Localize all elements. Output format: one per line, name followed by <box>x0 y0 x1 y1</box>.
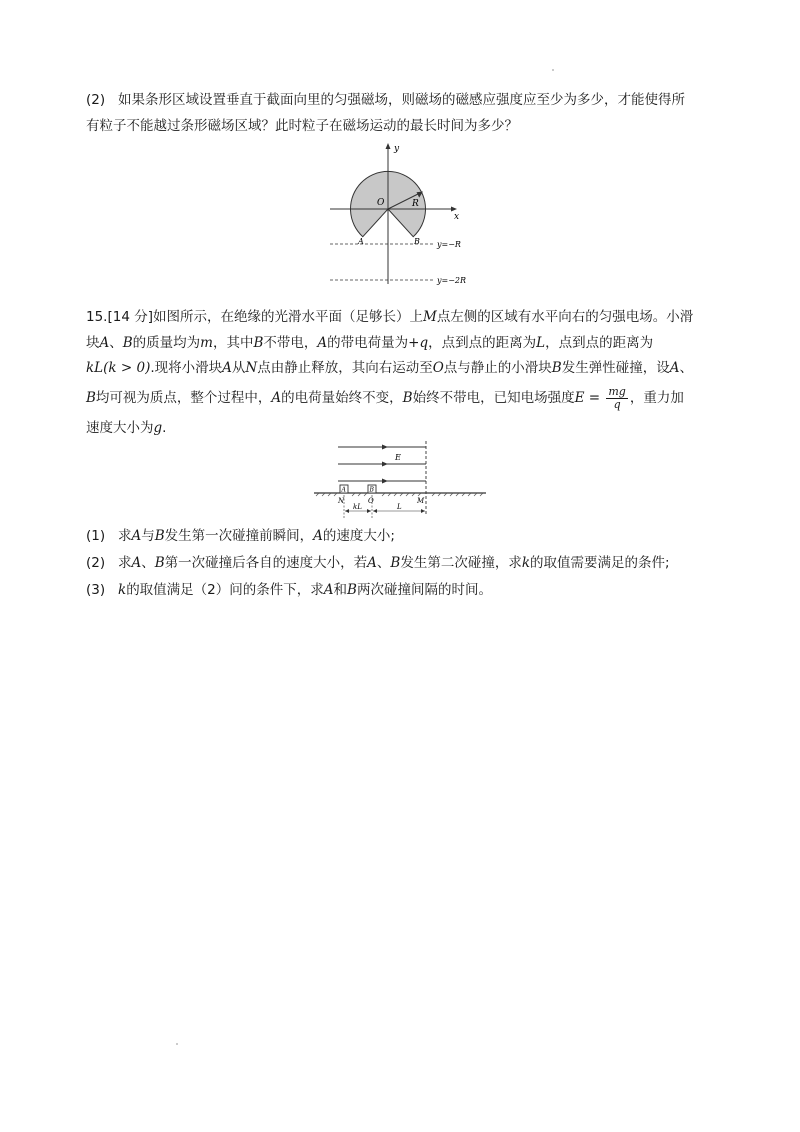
q14-part2-line1 <box>86 90 685 110</box>
q15-line3: kL(k > 0).现将小滑块A从N点由静止释放，其向右运动至O点与静止的小滑块B发生弹性碰撞，设A、 <box>86 360 693 376</box>
point-m-label: M <box>417 497 425 505</box>
field-arrow <box>382 479 388 484</box>
q15-line1: 15.[14 分]如图所示，在绝缘的光滑水平面（足够长）上M点左侧的区域有水平向右的匀强电场。小滑 <box>86 309 694 325</box>
figure-electric-field <box>310 440 490 522</box>
sub-question-3: (3) k的取值满足（2）问的条件下，求A和B两次碰撞间隔的时间。 <box>86 582 492 598</box>
field-strength-fraction: $\frac{mg}{q}$ <box>608 384 626 411</box>
slider-b-label: B <box>369 486 374 494</box>
slider-a-label: A <box>341 486 346 494</box>
point-n-label: N <box>338 497 345 505</box>
q15-line5: 速度大小为g. <box>86 420 167 436</box>
sub-question-1: (1) 求A与B发生第一次碰撞前瞬间，A的速度大小; <box>86 528 395 544</box>
q15-line2: 块A、B的质量均为m，其中B不带电，A的带电荷量为+q，点到点的距离为L，点到点的距离为 <box>86 335 654 351</box>
y-axis-label: y <box>394 144 400 154</box>
line-minus-r-label: y=−R <box>437 240 461 249</box>
line-minus-2r-label: y=−2R <box>437 276 467 285</box>
x-axis-label: x <box>454 212 460 222</box>
sub-question-number: (3) <box>86 582 106 598</box>
y-axis-arrow <box>386 143 391 149</box>
x-axis-arrow <box>451 207 457 212</box>
sub-question-number: (2) <box>86 555 106 571</box>
q15-line4: B均可视为质点，整个过程中，A的电荷量始终不变，B始终不带电，已知电场强度E = $\frac{mg}{q}$ ，重力加 <box>86 384 684 411</box>
sub-question-number: (1) <box>86 528 106 544</box>
point-b-label: B <box>414 237 420 246</box>
scan-dot <box>552 69 554 71</box>
field-arrow <box>382 462 388 467</box>
point-a-label: A <box>358 237 364 246</box>
scan-dot <box>176 1043 178 1045</box>
field-label: E <box>395 453 401 462</box>
sub-question-2: (2) 求A、B第一次碰撞后各自的速度大小，若A、B发生第二次碰撞，求k的取值需要满足的条件; <box>86 555 670 571</box>
q14-part2-line2 <box>86 116 518 136</box>
question-text: 如果条形区域设置垂直于截面向里的匀强磁场，则磁场的磁感应强度应至少为多少，才能使得所 <box>118 92 685 108</box>
question-text: 有粒子不能越过条形磁场区域？此时粒子在磁场运动的最长时间为多少？ <box>86 118 518 134</box>
sub-question-number: (2) <box>86 92 106 108</box>
radius-label: R <box>412 199 419 209</box>
distance-l-label: L <box>397 503 402 511</box>
figure-circle-sector <box>322 140 472 288</box>
point-o-label: O <box>368 497 374 505</box>
origin-label: O <box>377 198 385 208</box>
distance-kl-label: kL <box>353 503 362 511</box>
field-arrow <box>382 445 388 450</box>
